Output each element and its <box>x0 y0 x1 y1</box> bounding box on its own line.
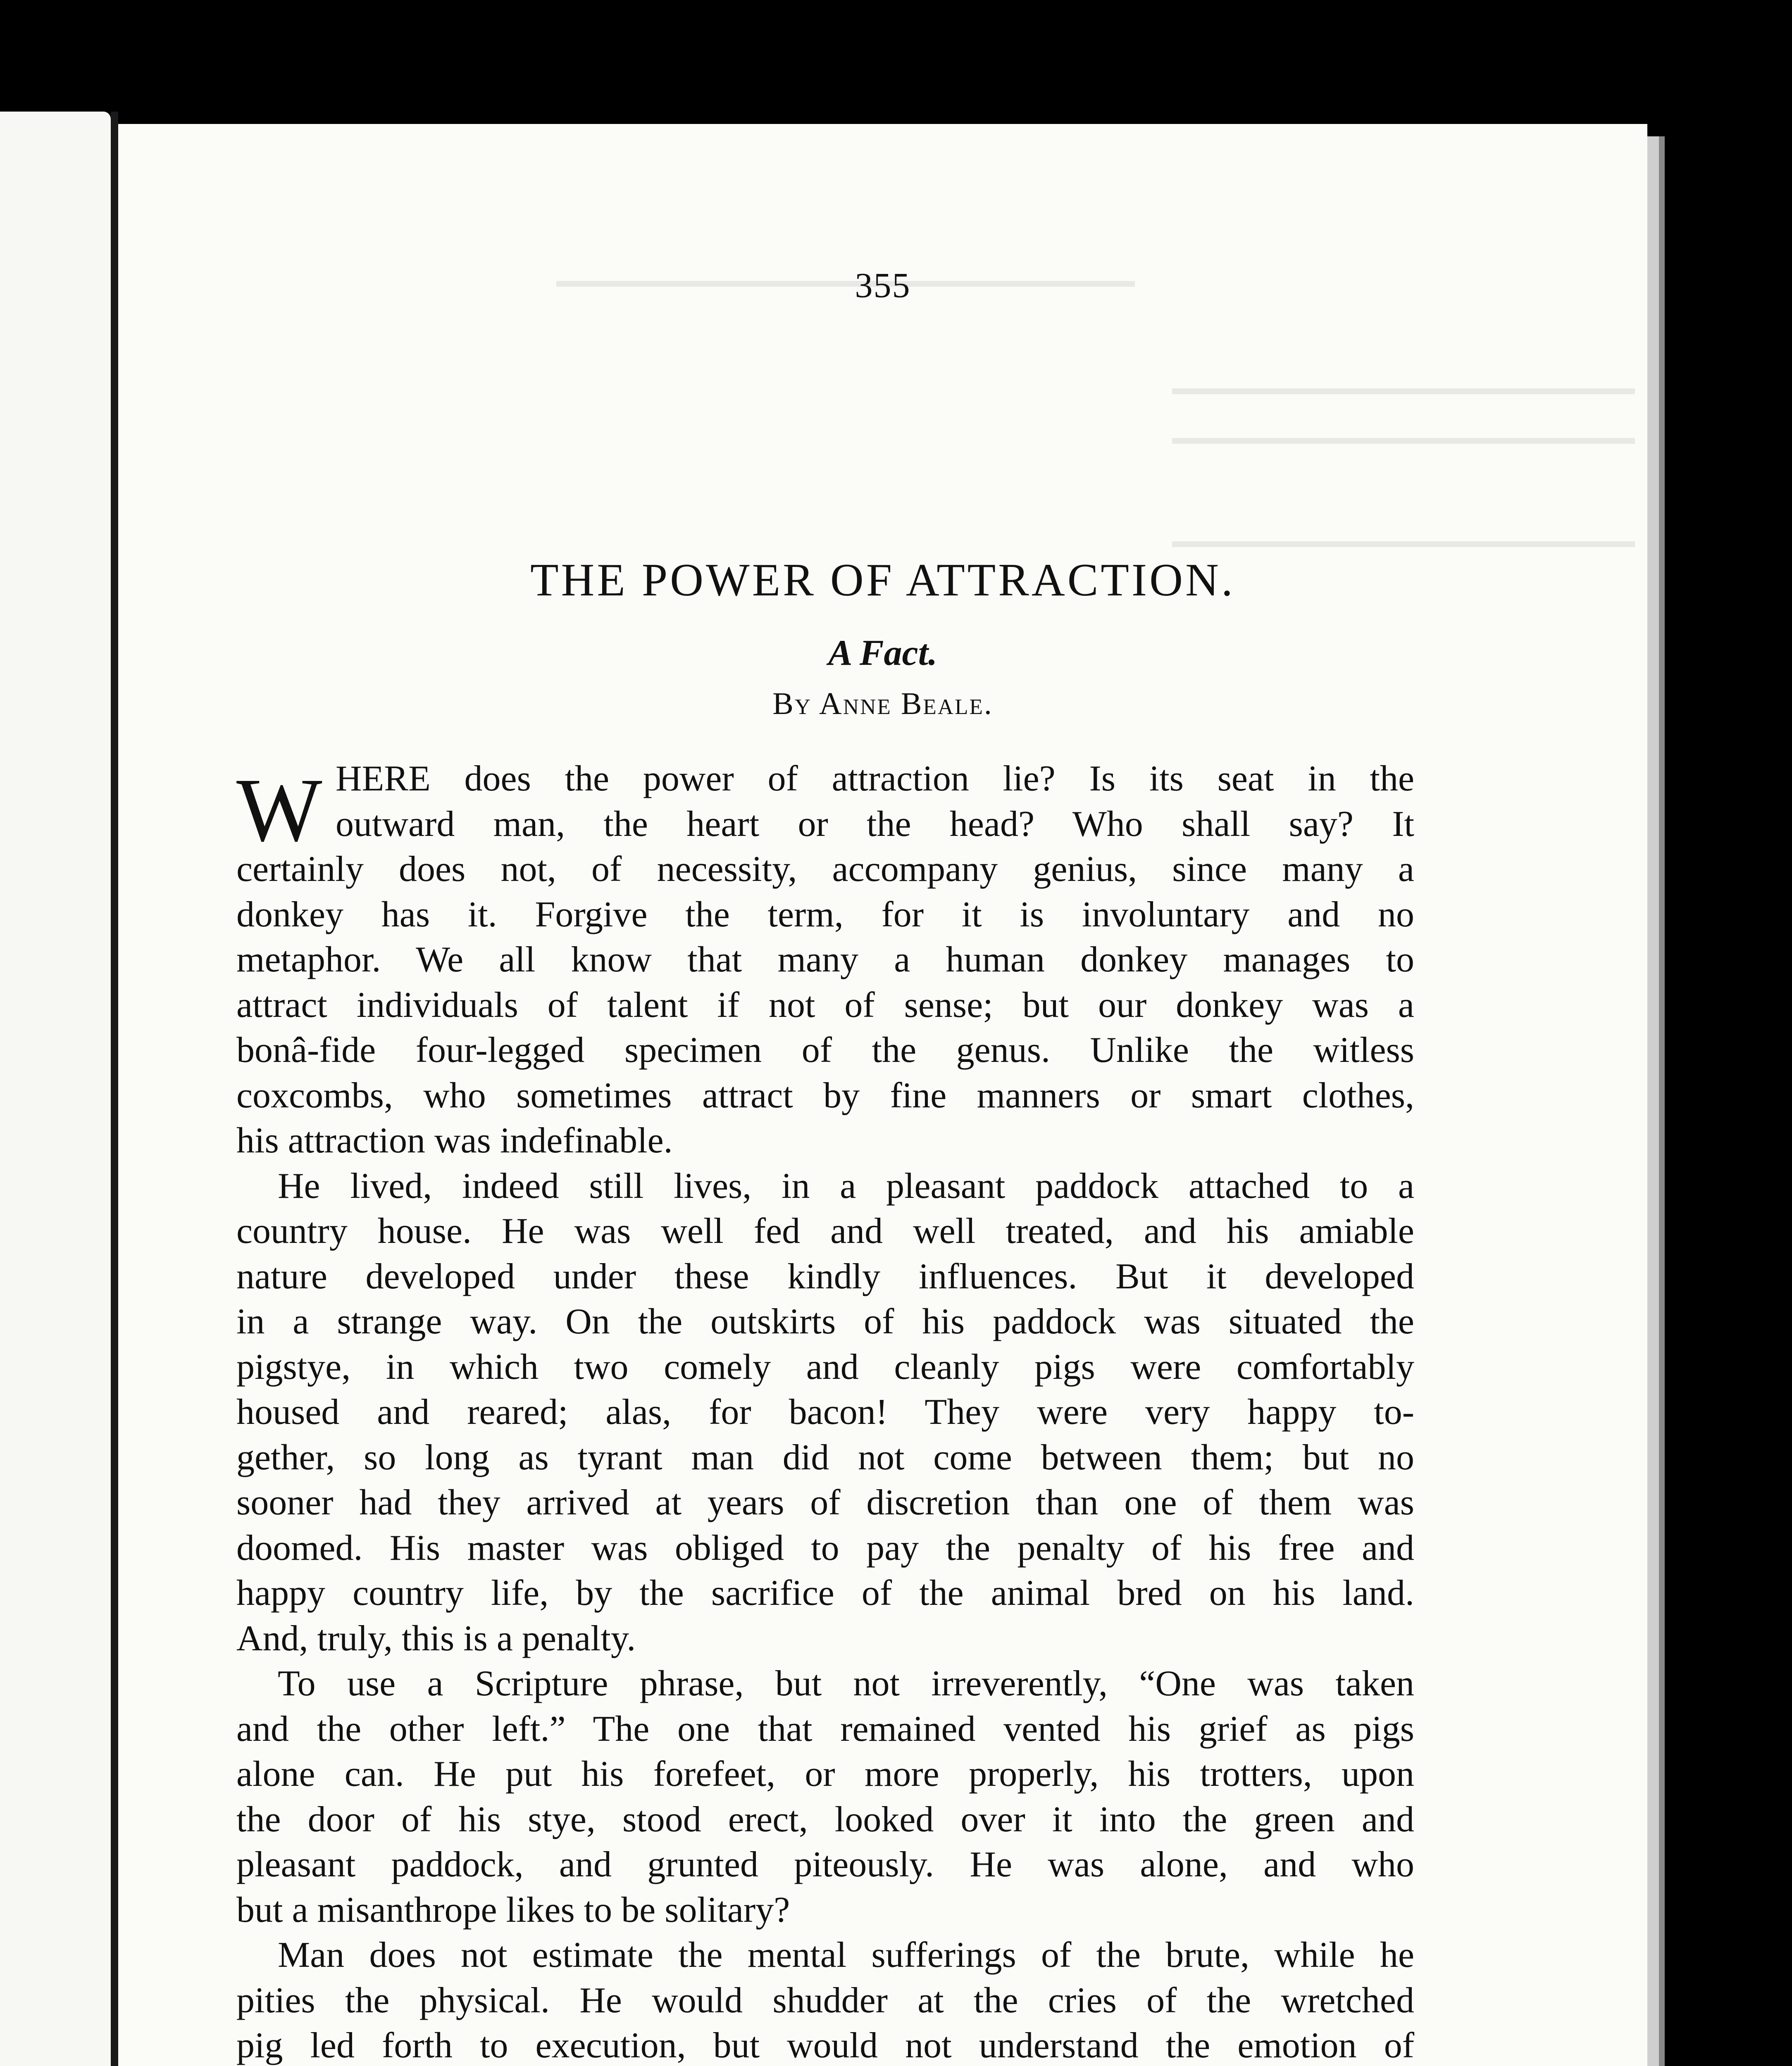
page-edge-shadow <box>1659 136 1665 2066</box>
bleed-through <box>1172 388 1635 394</box>
text-line: He lived, indeed still lives, in a pleasant paddock attached to a <box>278 1166 1414 1206</box>
text-line: alone can. He put his forefeet, or more properly, his trotters, upon <box>236 1754 1414 1794</box>
text-line: the door of his stye, stood erect, looked over it into the green and <box>236 1799 1414 1840</box>
text-line: bonâ-fide four-legged specimen of the genus. Unlike the witless <box>236 1030 1414 1070</box>
text-line: his attraction was indefinable. <box>236 1121 673 1161</box>
text-line: country house. He was well fed and well treated, and his amiable <box>236 1211 1414 1251</box>
text-line: gether, so long as tyrant man did not come between them; but no <box>236 1437 1414 1478</box>
text-line: sooner had they arrived at years of discretion than one of them was <box>236 1483 1414 1523</box>
text-line: certainly does not, of necessity, accompany genius, since many a <box>236 849 1414 889</box>
bleed-through <box>1172 438 1635 444</box>
bleed-through <box>1172 541 1635 547</box>
text-line: pities the physical. He would shudder at the cries of the wretched <box>236 1980 1414 2021</box>
text-line: donkey has it. Forgive the term, for it is involuntary and no <box>236 894 1414 935</box>
page-edge <box>1647 136 1659 2066</box>
text-line: pigstye, in which two comely and cleanly pigs were comfortably <box>236 1347 1414 1387</box>
page-number: 355 <box>855 265 911 305</box>
text-line: outward man, the heart or the head? Who shall say? It <box>336 804 1414 844</box>
text-line: metaphor. We all know that many a human donkey manages to <box>236 940 1414 980</box>
text-line: in a strange way. On the outskirts of his paddock was situated the <box>236 1302 1414 1342</box>
text-line: doomed. His master was obliged to pay the penalty of his free and <box>236 1528 1414 1568</box>
text-line: and the other left.” The one that remained vented his grief as pigs <box>236 1709 1414 1749</box>
facing-page-edge <box>0 112 111 2066</box>
article-title: THE POWER OF ATTRACTION. <box>530 555 1235 606</box>
text-line: Man does not estimate the mental sufferings of the brute, while he <box>278 1935 1414 1975</box>
text-line: HERE does the power of attraction lie? Is its seat in the <box>336 759 1414 799</box>
text-line: And, truly, this is a penalty. <box>236 1618 636 1659</box>
text-line: To use a Scripture phrase, but not irreverently, “One was taken <box>278 1664 1414 1704</box>
text-line: happy country life, by the sacrifice of the animal bred on his land. <box>236 1573 1414 1613</box>
text-line: nature developed under these kindly influences. But it developed <box>236 1256 1414 1297</box>
book-gutter <box>111 112 118 2066</box>
book-page <box>118 124 1647 2066</box>
article-subtitle: A Fact. <box>828 633 938 673</box>
text-line: pig led forth to execution, but would not understand the emotion of <box>236 2026 1414 2066</box>
text-line: but a misanthrope likes to be solitary? <box>236 1890 790 1930</box>
author-byline: By Anne Beale. <box>772 686 993 721</box>
drop-cap: W <box>236 759 322 860</box>
text-line: housed and reared; alas, for bacon! They were very happy to- <box>236 1392 1414 1432</box>
text-line: pleasant paddock, and grunted piteously. He was alone, and who <box>236 1845 1414 1885</box>
text-line: attract individuals of talent if not of sense; but our donkey was a <box>236 985 1414 1025</box>
text-line: coxcombs, who sometimes attract by fine manners or smart clothes, <box>236 1075 1414 1116</box>
article-body <box>236 756 1414 2066</box>
